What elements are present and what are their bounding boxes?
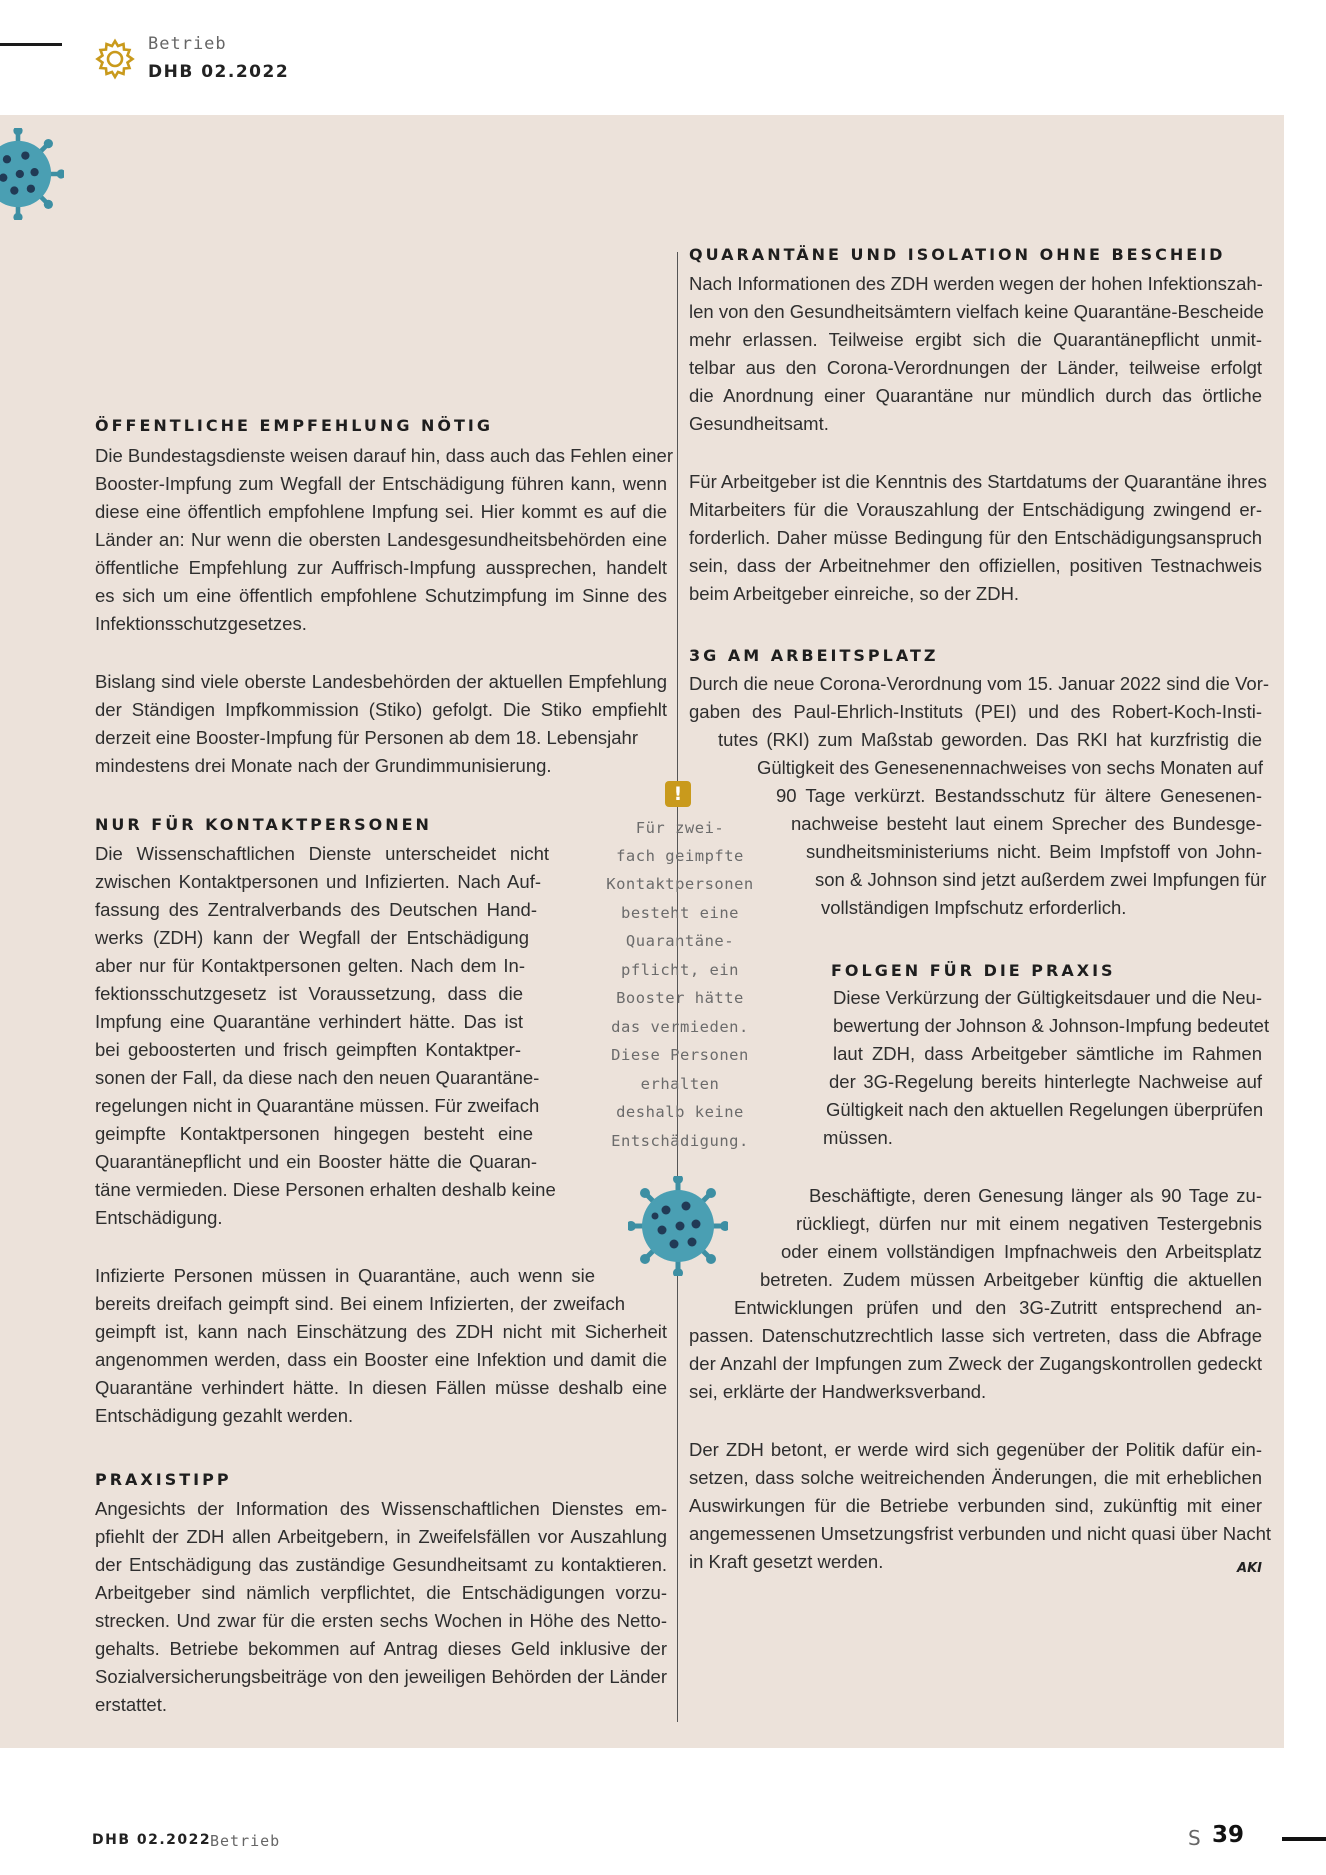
header-rule [0,43,62,46]
body-line: Die Bundestagsdienste weisen darauf hin, dass auch das Fehlen einer [95,445,673,466]
body-line: derzeit eine Booster-Impfung für Personen ab dem 18. Lebensjahr [95,727,638,748]
body-line: Gültigkeit nach den aktuellen Regelungen überprüfen [826,1099,1264,1120]
body-line: erstattet. [95,1694,167,1715]
virus-icon [0,128,64,220]
body-line: setzen, dass solche weitreichenden Änderungen, die mit erheblichen [689,1467,1262,1488]
body-line: mehr erlassen. Teilweise ergibt sich die Quarantänepflicht unmit- [689,329,1262,350]
body-line: sein, dass der Arbeitnehmer den offiziellen, positiven Testnachweis [689,555,1262,576]
body-line: diese eine öffentlich empfohlene Impfung sei. Hier kommt es auf die [95,501,667,522]
body-line: die Anordnung einer Quarantäne nur mündlich durch das örtliche [689,385,1262,406]
body-line: beim Arbeitgeber einreiche, so der ZDH. [689,583,1020,604]
body-line: bei geboosterten und frisch geimpften Kontaktper- [95,1039,521,1060]
body-line: Beschäftigte, deren Genesung länger als 90 Tage zu- [809,1185,1262,1206]
author-initials: AKI [1237,1561,1262,1576]
footer-section: Betrieb [210,1832,281,1850]
body-line: vollständigen Impfschutz erforderlich. [821,897,1127,918]
body-line: Quarantänepflicht und ein Booster hätte die Quaran- [95,1151,537,1172]
pullquote-line: Booster hätte [616,989,744,1007]
body-line: laut ZDH, dass Arbeitgeber sämtliche im Rahmen [833,1043,1262,1064]
body-line: Länder an: Nur wenn die obersten Landesgesundheitsbehörden eine [95,529,667,550]
body-line: geimpfte Kontaktpersonen hingegen besteht eine [95,1123,533,1144]
body-line: len von den Gesundheitsämtern vielfach keine Quarantäne-Bescheide [689,301,1264,322]
body-line: forderlich. Daher müsse Bedingung für den Entschädigungsanspruch [689,527,1262,548]
body-line: Nach Informationen des ZDH werden wegen der hohen Infektionszah- [689,273,1263,294]
exclamation-icon: ! [665,781,691,807]
section-heading: ÖFFENTLICHE EMPFEHLUNG NÖTIG [95,416,494,435]
pullquote-line: das vermieden. [611,1018,749,1036]
body-line: zwischen Kontaktpersonen und Infizierten. Nach Auf- [95,871,541,892]
body-line: tutes (RKI) zum Maßstab geworden. Das RKI hat kurzfristig die [718,729,1262,750]
body-line: geimpft ist, kann nach Einschätzung des ZDH nicht mit Sicherheit [95,1321,667,1342]
body-line: Entschädigung gezahlt werden. [95,1405,354,1426]
body-line: öffentliche Empfehlung zur Auffrisch-Impfung aussprechen, handelt [95,557,667,578]
pullquote-line: besteht eine [621,904,739,922]
body-line: aber nur für Kontaktpersonen gelten. Nach dem In- [95,955,525,976]
body-line: telbar aus den Corona-Verordnungen der Länder, teilweise erfolgt [689,357,1262,378]
body-line: Gültigkeit des Genesenennachweises von sechs Monaten auf [757,757,1263,778]
body-line: Die Wissenschaftlichen Dienste unterscheidet nicht [95,843,549,864]
body-line: mindestens drei Monate nach der Grundimmunisierung. [95,755,552,776]
body-line: Auswirkungen für die Betriebe verbunden sind, zukünftig mit einer [689,1495,1262,1516]
body-line: Entwicklungen prüfen und den 3G-Zutritt entsprechend an- [734,1297,1262,1318]
pullquote-line: Für zwei- [635,819,725,837]
body-line: gehalts. Betriebe bekommen auf Antrag dieses Geld inklusive der [95,1638,667,1659]
pullquote-line: erhalten [640,1075,720,1093]
body-line: Der ZDH betont, er werde wird sich gegenüber der Politik dafür ein- [689,1439,1262,1460]
body-line: gaben des Paul-Ehrlich-Instituts (PEI) und des Robert-Koch-Insti- [689,701,1262,722]
body-line: betreten. Zudem müssen Arbeitgeber künftig die aktuellen [760,1269,1262,1290]
body-line: Booster-Impfung zum Wegfall der Entschädigung führen kann, wenn [95,473,667,494]
body-line: Angesichts der Information des Wissenschaftlichen Dienstes em- [95,1498,667,1519]
body-line: der Entschädigung das zuständige Gesundheitsamt zu kontaktieren. [95,1554,667,1575]
body-line: sundheitsministeriums nicht. Beim Impfstoff von John- [806,841,1262,862]
body-line: sonen der Fall, da diese nach den neuen Quarantäne- [95,1067,540,1088]
pullquote-line: pflicht, ein [621,961,739,979]
pullquote-line: Entschädigung. [611,1132,749,1150]
body-line: Entschädigung. [95,1207,223,1228]
body-line: fektionsschutzgesetz ist Voraussetzung, dass die [95,983,523,1004]
body-line: 90 Tage verkürzt. Bestandsschutz für ältere Genesenen- [776,785,1262,806]
body-line: oder einem vollständigen Impfnachweis den Arbeitsplatz [781,1241,1262,1262]
page-number: 39 [1212,1822,1245,1848]
body-line: Sozialversicherungsbeiträge von den jeweiligen Behörden der Länder [95,1666,667,1687]
body-line: pfiehlt der ZDH allen Arbeitgebern, in Zweifelsfällen vor Auszahlung [95,1526,667,1547]
body-line: der 3G-Regelung bereits hinterlegte Nachweise auf [829,1071,1262,1092]
pullquote-line: Kontaktpersonen [606,875,754,893]
body-line: bereits dreifach geimpft sind. Bei einem Infizierten, der zweifach [95,1293,625,1314]
body-line: in Kraft gesetzt werden. [689,1551,884,1572]
body-line: Mitarbeiters für die Vorauszahlung der Entschädigung zwingend er- [689,499,1262,520]
body-line: Durch die neue Corona-Verordnung vom 15. Januar 2022 sind die Vor- [689,673,1270,694]
body-line: der Ständigen Impfkommission (Stiko) gefolgt. Die Stiko empfiehlt [95,699,667,720]
section-heading: QUARANTÄNE UND ISOLATION OHNE BESCHEID [689,245,1226,264]
body-line: werks (ZDH) kann der Wegfall der Entschädigung [95,927,529,948]
body-line: der Anzahl der Impfungen zum Zweck der Zugangskontrollen gedeckt [689,1353,1262,1374]
body-line: Infektionsschutzgesetzes. [95,613,307,634]
pullquote-line: Diese Personen [611,1046,749,1064]
body-line: täne vermieden. Diese Personen erhalten deshalb keine [95,1179,556,1200]
body-line: Für Arbeitgeber ist die Kenntnis des Startdatums der Quarantäne ihres [689,471,1267,492]
body-line: nachweise besteht laut einem Sprecher des Bundesge- [791,813,1262,834]
header-issue: DHB 02.2022 [148,62,290,82]
page-prefix: S [1188,1826,1201,1850]
section-heading: PRAXISTIPP [95,1470,232,1489]
body-line: es sich um eine öffentlich empfohlene Schutzimpfung im Sinne des [95,585,667,606]
body-line: Arbeitgeber sind nämlich verpflichtet, die Entschädigungen vorzu- [95,1582,667,1603]
body-line: Gesundheitsamt. [689,413,829,434]
body-line: bewertung der Johnson & Johnson-Impfung bedeutet [833,1015,1270,1036]
section-heading: 3G AM ARBEITSPLATZ [689,646,939,665]
section-heading: FOLGEN FÜR DIE PRAXIS [831,961,1116,980]
body-line: regelungen nicht in Quarantäne müssen. Für zweifach [95,1095,540,1116]
footer-rule [1282,1837,1326,1841]
body-line: strecken. Und zwar für die ersten sechs Wochen in Höhe des Netto- [95,1610,667,1631]
body-line: sei, erklärte der Handwerksverband. [689,1381,987,1402]
pullquote-line: deshalb keine [616,1103,744,1121]
section-heading: NUR FÜR KONTAKTPERSONEN [95,815,432,834]
body-line: angenommen werden, dass ein Booster eine Infektion und damit die [95,1349,667,1370]
virus-icon [628,1176,728,1276]
body-line: Bislang sind viele oberste Landesbehörden der aktuellen Empfehlung [95,671,667,692]
body-line: son & Johnson sind jetzt außerdem zwei Impfungen für [815,869,1267,890]
body-line: müssen. [823,1127,893,1148]
body-line: Quarantäne verhindert hätte. In diesen Fällen müsse deshalb eine [95,1377,667,1398]
footer-issue: DHB 02.2022 [92,1832,212,1848]
body-line: rückliegt, dürfen nur mit einem negativen Testergebnis [796,1213,1262,1234]
body-line: Diese Verkürzung der Gültigkeitsdauer und die Neu- [833,987,1262,1008]
body-line: Impfung eine Quarantäne verhindert hätte. Das ist [95,1011,523,1032]
body-line: angemessenen Umsetzungsfrist verbunden und nicht quasi über Nacht [689,1523,1272,1544]
pullquote-line: fach geimpfte [616,847,744,865]
pullquote-line: Quarantäne- [625,932,735,950]
gear-icon [94,38,136,80]
body-line: Infizierte Personen müssen in Quarantäne, auch wenn sie [95,1265,595,1286]
body-line: passen. Datenschutzrechtlich lasse sich vertreten, dass die Abfrage [689,1325,1262,1346]
header-section: Betrieb [148,34,227,54]
body-line: fassung des Zentralverbands des Deutschen Hand- [95,899,537,920]
